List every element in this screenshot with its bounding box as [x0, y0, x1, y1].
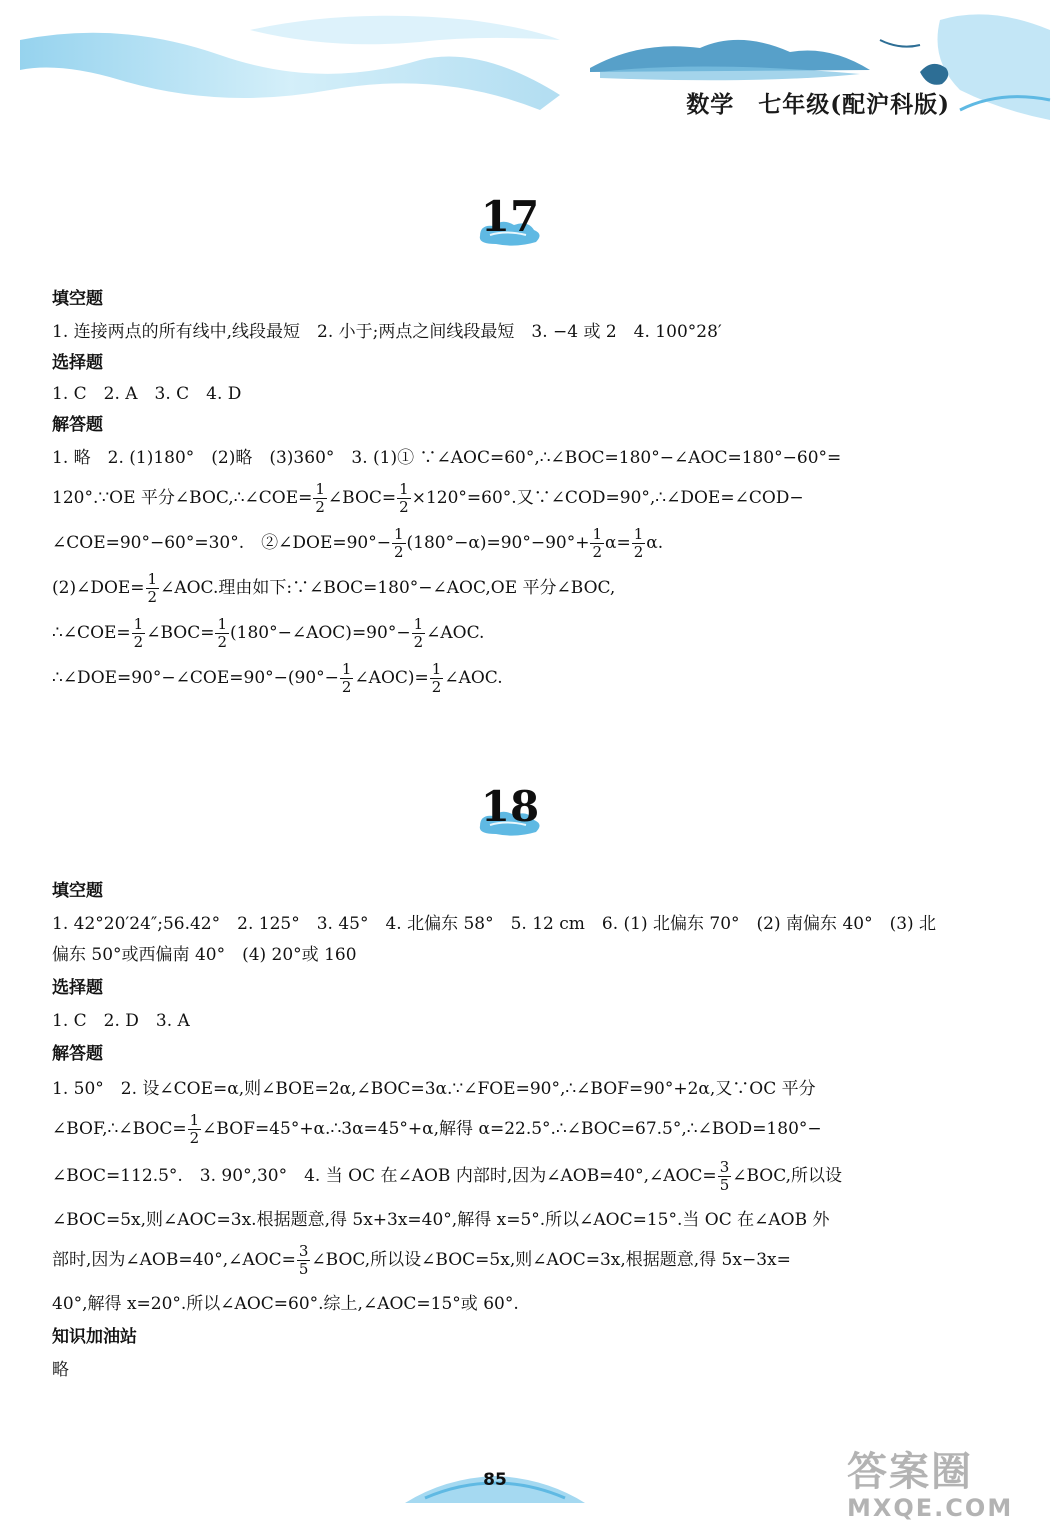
header-landscape-banner: [0, 0, 1055, 150]
section-18-content: [52, 876, 957, 1380]
fraction: $\frac{3}{5}$: [298, 1242, 309, 1278]
fill-in-heading: 填空题: [52, 881, 103, 901]
solution-line: 120°.∵OE 平分∠BOC,∴∠COE= $\frac{1}{2}$ ∠BOC= $\frac{1}{2}$ ×120°=60°.又∵∠COD=90°,∴∠DOE=∠COD−: [52, 480, 804, 516]
fill-in-heading: 填空题: [52, 289, 103, 309]
fraction: $\frac{1}{2}$: [393, 525, 404, 561]
section-number: 18: [480, 782, 540, 831]
solution-line: ∠BOC=5x,则∠AOC=3x.根据题意,得 5x+3x=40°,解得 x=5°.所以∠AOC=15°.当 OC 在∠AOB 外: [52, 1210, 830, 1230]
page-number-ornament: [405, 1448, 585, 1518]
extra-heading: 知识加油站: [52, 1327, 137, 1347]
fraction: $\frac{1}{2}$: [189, 1111, 200, 1147]
solution-line: ∴∠DOE=90°−∠COE=90°−(90°− $\frac{1}{2}$ ∠AOC)= $\frac{1}{2}$ ∠AOC.: [52, 660, 503, 696]
subject-grade-label: 数学 七年级(配沪科版): [686, 91, 950, 118]
page-number: 85: [483, 1470, 507, 1490]
solve-heading: 解答题: [52, 1044, 103, 1064]
solution-line: ∠BOC=112.5°. 3. 90°,30° 4. 当 OC 在∠AOB 内部时,因为∠AOB=40°,∠AOC= $\frac{3}{5}$ ∠BOC,所以设: [52, 1158, 843, 1194]
choice-answers: 1. C 2. D 3. A: [52, 1011, 190, 1031]
fraction: $\frac{1}{2}$: [147, 570, 158, 606]
solution-line: 1. 略 2. (1)180° (2)略 (3)360° 3. (1)① ∵∠AOC=60°,∴∠BOC=180°−∠AOC=180°−60°=: [52, 448, 842, 468]
solution-line: 1. 50° 2. 设∠COE=α,则∠BOE=2α,∠BOC=3α.∵∠FOE=90°,∴∠BOF=90°+2α,又∵OC 平分: [52, 1079, 816, 1099]
section-number: 17: [480, 192, 540, 241]
watermark-logo: [847, 1450, 1037, 1530]
fraction: $\frac{1}{2}$: [592, 525, 603, 561]
choice-heading: 选择题: [52, 353, 103, 373]
watermark-url: MXQE.COM: [847, 1494, 1014, 1522]
fraction: $\frac{3}{5}$: [719, 1158, 730, 1194]
fraction: $\frac{1}{2}$: [133, 615, 144, 651]
extra-answer: 略: [52, 1360, 69, 1380]
fraction: $\frac{1}{2}$: [431, 660, 442, 696]
solution-line: ∠BOF,∴∠BOC= $\frac{1}{2}$ ∠BOF=45°+α.∴3α=45°+α,解得 α=22.5°.∴∠BOC=67.5°,∴∠BOD=180°−: [52, 1111, 822, 1147]
choice-answers: 1. C 2. A 3. C 4. D: [52, 384, 242, 404]
fraction: $\frac{1}{2}$: [399, 480, 409, 516]
solution-line: 部时,因为∠AOB=40°,∠AOC= $\frac{3}{5}$ ∠BOC,所以设∠BOC=5x,则∠AOC=3x,根据题意,得 5x−3x=: [52, 1242, 791, 1278]
section-badge-17: [470, 192, 550, 262]
fraction: $\frac{1}{2}$: [217, 615, 228, 651]
fill-in-answers: 偏东 50°或西偏南 40° (4) 20°或 160: [52, 945, 357, 965]
fill-in-answers: 1. 42°20′24″;56.42° 2. 125° 3. 45° 4. 北偏东 58° 5. 12 cm 6. (1) 北偏东 70° (2) 南偏东 40° (3) 北: [52, 914, 937, 934]
fill-in-answers: 1. 连接两点的所有线中,线段最短 2. 小于;两点之间线段最短 3. −4 或 2 4. 100°28′: [52, 322, 722, 342]
solution-line: (2)∠DOE= $\frac{1}{2}$ ∠AOC.理由如下:∵∠BOC=180°−∠AOC,OE 平分∠BOC,: [52, 570, 616, 606]
section-badge-18: [470, 782, 550, 852]
fraction: $\frac{1}{2}$: [341, 660, 352, 696]
solve-heading: 解答题: [52, 415, 103, 435]
fraction: $\frac{1}{2}$: [633, 525, 644, 561]
choice-heading: 选择题: [52, 978, 103, 998]
fraction: $\frac{1}{2}$: [315, 480, 325, 516]
solution-line: ∴∠COE= $\frac{1}{2}$ ∠BOC= $\frac{1}{2}$ (180°−∠AOC)=90°− $\frac{1}{2}$ ∠AOC.: [52, 615, 485, 651]
solution-line: 40°,解得 x=20°.所以∠AOC=60°.综上,∠AOC=15°或 60°.: [52, 1294, 519, 1314]
section-17-content: [52, 284, 957, 695]
fraction: $\frac{1}{2}$: [413, 615, 424, 651]
watermark-title: 答案圈: [847, 1449, 973, 1495]
solution-line: ∠COE=90°−60°=30°. ②∠DOE=90°− $\frac{1}{2}$ (180°−α)=90°−90°+ $\frac{1}{2}$ α= $\frac{1}{2}$ α.: [52, 525, 664, 561]
